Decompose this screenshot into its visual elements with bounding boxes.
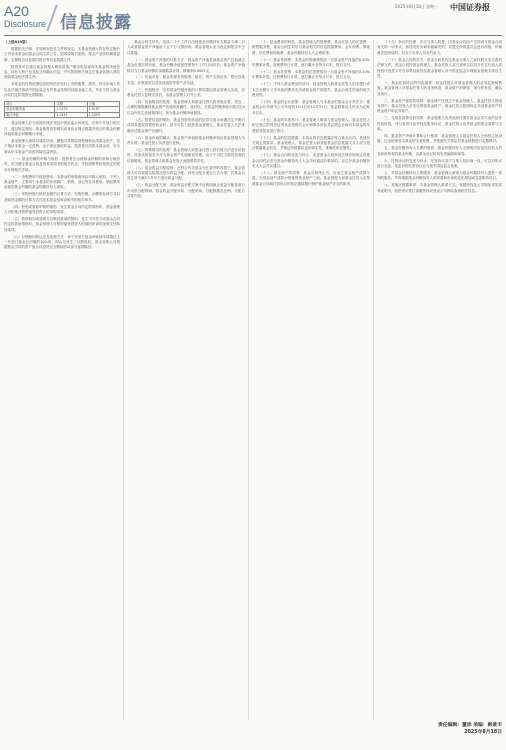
footer-date: 2025年8月18日 xyxy=(464,730,502,735)
table-cell: 上期 xyxy=(87,101,119,107)
paragraph: （六）基金净值的确认：基金资产净值和基金份额净值由基金管理人负责计算，基金托管人负责进行复核。 xyxy=(127,135,245,145)
table-cell: 1.0187 xyxy=(87,107,119,113)
table-cell: 1.0235 xyxy=(55,107,87,113)
text-column-3 xyxy=(252,40,370,720)
paragraph: （一）基金份额的申购与赎回：投资者在办理基金份额的申购与赎回时，应当遵守基金合同及招募说明书的相关约定，并按照销售机构规定的程序办理相关手续。 xyxy=(4,156,120,172)
paragraph: （十六）基金的信息披露：本基金的信息披露应符合基金合同、其他有关规定的要求。基金管理人、基金托管人和其他基金信息披露义务人应当依法披露基金信息，并保证所披露信息的真实性、准确性和完整性。 xyxy=(252,135,370,151)
section-english: Disclosure xyxy=(4,19,47,29)
paragraph: （十三）不列入基金费用的项目：基金管理人和基金托管人因未履行或未完全履行义务导致的费用支出或基金财产的损失，基金合同生效前的相关费用等。 xyxy=(252,82,370,98)
paragraph: （十二）基金托管费：本基金的托管费按前一日基金资产净值的0.10%年费率计提，托管费每日计算，逐日累计至每月月末，按月支付。 xyxy=(252,70,370,80)
paragraph: （三）申购份额与赎回金额的计算方式：申购份额、余额的处理方式以及赎回金额的计算方式详见本基金招募说明书的相关章节。 xyxy=(4,192,120,202)
section-title: 信息披露 xyxy=(60,13,132,33)
paragraph: （十）基金费用的种类：基金管理人的管理费、基金托管人的托管费、销售服务费、基金合同生效后与基金相关的信息披露费用、会计师费、律师费、诉讼费和仲裁费、基金份额持有人大会费用等。 xyxy=(252,40,370,55)
paragraph: （十九）争议的处理：各方当事人同意，因基金合同而产生的或与基金合同有关的一切争议，如经友好协商未能解决的，应提交仲裁委员会进行仲裁，仲裁裁决是终局的，对各方当事人均有约束力。 xyxy=(377,40,502,55)
table-cell: 项目 xyxy=(5,101,55,107)
paragraph: 投资者可以通过基金管理人网站或客户服务电话查询本基金的净值信息、持有人账户信息及交易确认信息，并可按照相关规定在基金管理人网站查阅基金的法律文件。 xyxy=(4,64,120,80)
paragraph: （五）暂停估值的情形：基金投资所涉及的证券交易市场遇法定节假日或因其他原因暂停营业时；因不可抗力致使基金管理人、基金托管人无法准确评估基金资产价值时。 xyxy=(127,117,245,133)
paragraph: （十四）基金的会计政策：基金管理人为本基金的基金会计责任方；基金的会计年度为公历年度的1月1日至12月31日；基金核算以人民币为记账本位币。 xyxy=(252,100,370,115)
paragraph: （八）基金收益分配原则：在符合有关基金分红条件的前提下，基金管理人可以根据实际情况进行收益分配，具体分配方案以公告为准，若基金合同生效不满3个月可不进行收益分配。 xyxy=(127,165,245,181)
text-column-4 xyxy=(377,40,502,720)
paragraph: 八、其他应披露事项：本基金管理人联系方式、客服热线及公司网址详见招募说明书，投资者可拨打客服热线或登录公司网站查询相关信息。 xyxy=(377,183,502,193)
text-column-1 xyxy=(4,40,120,720)
paragraph: 六、托管协议的变更与终止：托管协议双方当事人经协商一致，可以对协议进行变更，变更后的托管协议应当报中国证监会备案。 xyxy=(377,158,502,169)
paragraph: （七）特殊情况的处理：基金管理人或基金托管人按估值方法进行估值时，所造成的误差不作为基金资产估值错误处理。由于不可抗力原因造成的估值错误，基金管理人和基金托管人免除赔偿责任。 xyxy=(127,147,245,163)
paragraph: （三）估值程序：各类基金份额净值的计算结果由基金管理人完成，经基金托管人复核无误后，由基金管理人对外公布。 xyxy=(127,87,245,98)
issue-date: 2025年8月18日 星期一 xyxy=(395,4,439,9)
table-cell: 本期 xyxy=(55,101,87,107)
page-code: A20 xyxy=(4,3,29,19)
paragraph: （五）暂停赎回或延缓支付赎回款项的情形：发生不可抗力或基金合同约定的其他情形时，基金管理人可暂停接受投资人的赎回申请或延缓支付赎回款项。 xyxy=(4,216,120,232)
paragraph: 基金管理人应当按照法律法规及中国证监会的规定，在每个开放日的次日，通过规定网站、基金销售机构网站或者营业网点披露开放日的基金份额净值和基金份额累计净值。 xyxy=(4,121,120,137)
header-rule xyxy=(4,35,502,36)
page-footer xyxy=(352,722,502,736)
column-divider xyxy=(248,40,249,720)
paragraph: （十一）基金管理费：本基金的管理费按前一日基金资产净值的0.50%年费率计提，管理费每日计算，逐日累计至每月月末，按月支付。 xyxy=(252,57,370,68)
paragraph: （十七）基金合同的变更与终止：变更基金合同涉及法律法规规定或基金合同约定应经基金份额持有人大会决议通过的事项的，应召开基金份额持有人大会决议通过。 xyxy=(252,153,370,169)
page-header xyxy=(0,0,506,34)
paragraph: （二十）基金合同的效力：基金合同是约定基金当事人之间权利义务关系的法律文件，基金合同经基金管理人、基金托管人双方盖章以及双方法定代表人或授权代表签字并在募集结束后经基金管理人向中国证监会办理基金备案手续后生效。 xyxy=(377,57,502,78)
column-divider xyxy=(373,40,374,720)
paragraph: 本基金的投资范围包括国内依法发行上市的股票、债券、货币市场工具以及法律法规或中国证监会允许基金投资的其他金融工具，并应当符合基金合同约定的投资比例限制。 xyxy=(4,82,120,98)
editor-credit: 责任编辑：董添 美编：韩景丰 xyxy=(437,723,502,728)
paragraph: （九）收益分配方案：基金收益分配方案中应载明截止收益分配基准日的可供分配利润、基金收益分配对象、分配时间、分配数额及比例、分配方式等内容。 xyxy=(127,183,245,199)
paragraph: 七、对基金份额持有人的服务：基金管理人承诺为基金份额持有人提供一系列的服务，并将根据基金份额持有人的需要和市场的变化增加或变更服务项目。 xyxy=(377,170,502,181)
continuation-label: （上接A19版） xyxy=(4,40,30,44)
paragraph: （六）巨额赎回的认定及处理方式：单个开放日基金净赎回申请超过上一开放日基金总份额的10%时，即认为发生了巨额赎回，基金管理人可根据基金当时的资产组合状况决定全额赎回或部分延期赎回。 xyxy=(4,234,120,250)
table-cell: 1.2451 xyxy=(55,112,87,118)
paragraph: （二）估值对象：基金所拥有的股票、债券、资产支持证券、银行存款本息、应收款项以及其他投资等资产及负债。 xyxy=(127,75,245,85)
table-cell: 基金份额净值 xyxy=(5,107,55,113)
header-divider xyxy=(46,5,57,31)
paragraph: 基金合同生效后，连续二十个工作日出现基金份额持有人数量不满二百人或者基金资产净值低于五千万元情形的，基金管理人应当在定期报告中予以披露。 xyxy=(127,40,245,55)
data-table xyxy=(4,101,120,119)
paragraph: （四）估值错误的处理：基金管理人和基金托管人将采取必要、适当、合理的措施确保基金资产估值的准确性、及时性。当基金份额净值小数点后4位以内发生估值错误时，视为基金份额净值错误。 xyxy=(127,100,245,115)
table-cell: 1.2403 xyxy=(87,112,119,118)
table-cell: 累计净值 xyxy=(5,112,55,118)
paragraph: 一、基金托管协议的内容摘要：基金托管人对基金管理人的业务监督和核查，基金管理人对基金托管人的业务核查，基金财产的保管，指令的发送、确认及执行。 xyxy=(377,80,502,96)
text-column-2 xyxy=(127,40,245,720)
table-row xyxy=(5,112,120,118)
column-divider xyxy=(123,40,124,720)
paragraph: 三、交易及清算交收安排：基金管理人负责选择代理本基金证券买卖的证券经营机构，并与其签订证券经纪服务协议，基金托管人负责基金的资金清算与交收。 xyxy=(377,116,502,132)
paragraph: 根据相关法律、法规和规范性文件的规定，本基金管理人将在规定媒介上刊登本基金的基金合同生效公告、招募说明书更新、基金产品资料概要更新、定期报告以及临时报告等信息披露文件。 xyxy=(4,46,120,62)
paragraph: （十八）基金财产的清算：基金合同终止后，应成立基金财产清算小组，在基金财产清算小组接管基金财产之前，基金管理人和基金托管人应按照基金合同和托管协议的规定继续履行保护基金财产安全的职责。 xyxy=(252,170,370,186)
paragraph: 二、基金财产保管的原则：基金财产应独立于基金管理人、基金托管人的固有财产；基金托管人应安全保管基金财产；基金托管人按照规定开设基金财产的资金账户和证券账户。 xyxy=(377,98,502,114)
paragraph: （四）拒绝或暂停申购的情形：发生基金合同约定的情形时，基金管理人可拒绝或暂停接受投资人的申购申请。 xyxy=(4,204,120,214)
paragraph: 五、基金份额持有人名册的保管：基金份额持有人名册的内容包括持有人的名称和持有的基金份额，由基金登记机构负责编制和保管。 xyxy=(377,146,502,156)
paragraph: （十五）基金的年度审计：基金管理人聘请与基金管理人、基金托管人相互独立的具有证券从业资格的会计师事务所及其注册会计师对本基金的年度财务报表进行审计。 xyxy=(252,117,370,133)
paragraph: 基金管理人承诺以诚实信用、勤勉尽责的原则管理和运用基金资产，但不保证本基金一定盈利，也不保证最低收益。投资者在投资本基金前，应全面认识本基金产品的风险收益特征。 xyxy=(4,139,120,154)
paragraph: （一）基金资产净值的计算方法：基金资产净值是指基金资产总值减去基金负债后的价值。基金份额净值是按照每个工作日闭市后，基金资产净值除以当日基金份额的余额数量计算，精确到0.0001元。 xyxy=(127,57,245,73)
newspaper-name: 中国证券报 xyxy=(450,2,490,12)
paragraph: 四、基金资产净值计算和会计核算：基金管理人与基金托管人分别独立地设置、记录和保管本基金的全套账册，并按照有关规定对基金账册进行定期核对。 xyxy=(377,134,502,144)
paragraph: （二）申购费用与赎回费用：本基金的申购费用由申购人承担，不列入基金财产，主要用于本基金的市场推广、销售、登记等各项费用。赎回费用由赎回基金份额的基金份额持有人承担。 xyxy=(4,174,120,190)
